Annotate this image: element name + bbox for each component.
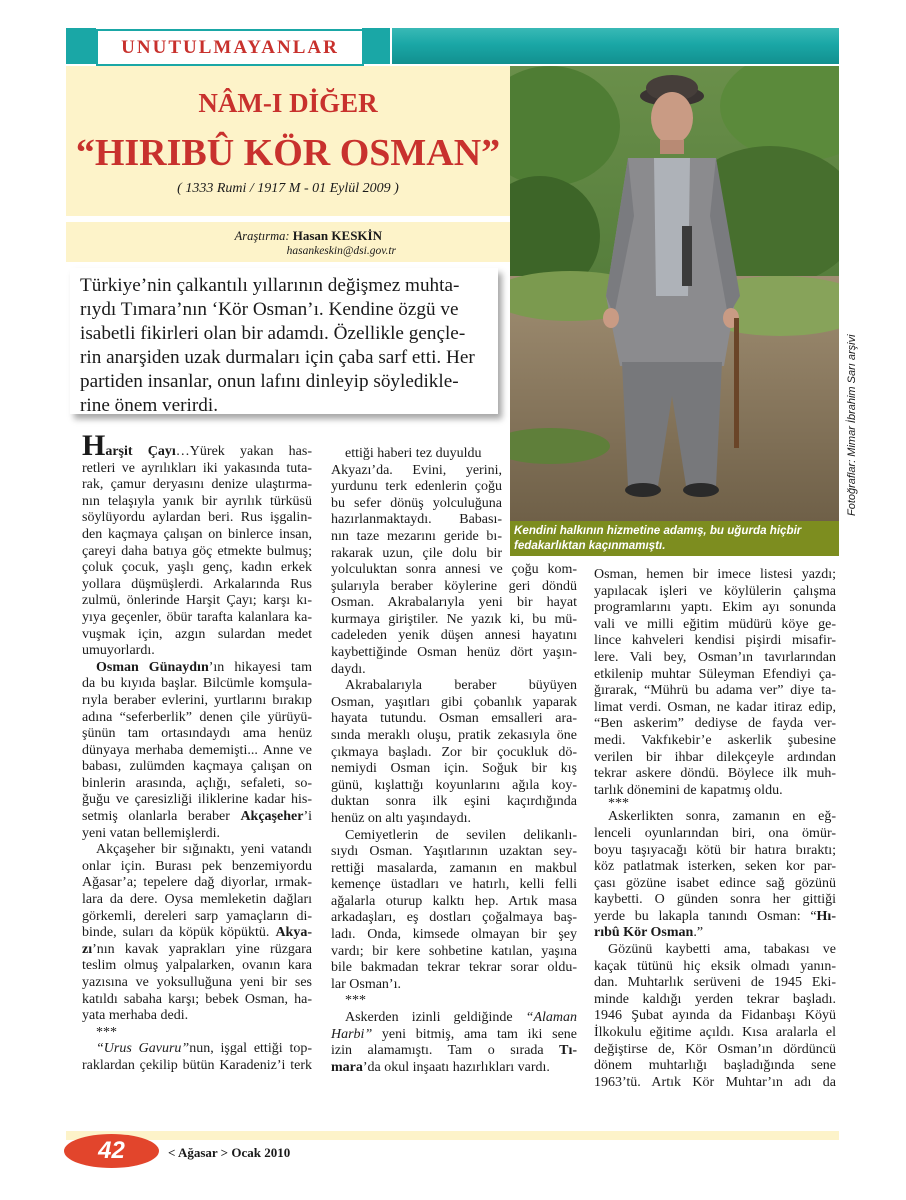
- body-line: rettiği masalarda, zamanın en makbul: [331, 860, 577, 876]
- body-line: kaçak tütünü hiç eksik olmadı yanın-: [594, 958, 836, 974]
- body-line: boyu taşıyacağı kötü bir hatıra bıraktı;: [594, 842, 836, 858]
- body-line: raklardan çekilip bütün Karadeniz’i terk: [82, 1057, 312, 1073]
- body-line: çası gözüne isabet edince sağ gözünü: [594, 875, 836, 891]
- intro-line: rıydı Tımara’nın ‘Kör Osman’ı. Kendine özgü ve: [80, 299, 459, 320]
- text: izin alamamıştı. Tam o sırada: [331, 1043, 560, 1059]
- body-line: [331, 1027, 577, 1044]
- body-line: duktan sonra ilk eşini kaçırdığında: [331, 794, 577, 810]
- body-line: rıyla beraber evlerini, yurtlarını bırakıp: [82, 692, 312, 708]
- text: yeni bitmiş, ama tam iki sene: [372, 1026, 577, 1042]
- drop-cap: H: [82, 429, 106, 462]
- body-line: yeni vatan bellemişlerdi.: [82, 825, 221, 841]
- body-line: [82, 429, 312, 462]
- body-line: rak, çamur deryasını denize ulaştırma-: [82, 477, 312, 493]
- body-line: lenceli oyunlarından biri, ona ömür-: [594, 825, 836, 841]
- body-line: daydı.: [331, 661, 366, 677]
- bold-text: arşit Çayı: [105, 444, 176, 459]
- body-line: İlkokulu eğitime açıldı. Kısa aralarla el: [594, 1025, 836, 1041]
- body-line: dünyaya merhaba dememişti... Anne ve: [82, 742, 312, 758]
- body-line: Osman, yaşıtları gibi çobanlık yaparak: [331, 694, 577, 710]
- body-line: vali ve milli eğitim müdürü köye ge-: [594, 616, 836, 632]
- body-line: kaybetti. O günden sonra her gittiği: [594, 892, 836, 908]
- body-line: den kaçmaya çalışan on binlerce insan,: [82, 526, 312, 542]
- body-line: günü, kışlattığı koyunlarını ağıla koy-: [331, 777, 577, 793]
- body-line: nın telaşıyla yanık bir ayrılık türküsü: [82, 493, 312, 509]
- body-line: yapılacak işleri ve köylülerin çalışma: [594, 583, 836, 599]
- intro-text: [80, 274, 500, 418]
- body-line: ağalarla oturup kalktı hep. Artık masa: [331, 893, 577, 909]
- body-line: [82, 942, 312, 959]
- body-line: değiştirse de, Kör Osman’ın dördüncü: [594, 1041, 836, 1057]
- body-column-3: [594, 567, 836, 1091]
- author-name: Hasan KESKİN: [292, 228, 382, 243]
- text: .”: [693, 925, 704, 941]
- body-line: bile bakmadan tekrar tekrar sorar oldu-: [331, 960, 577, 976]
- section-label-box: [96, 29, 364, 66]
- body-line: 1946 Şubat ayında da Fidanbaşı Köyü: [594, 1008, 836, 1024]
- body-line: Akçaşeher bir sığınaktı, yeni vatandı: [96, 842, 312, 858]
- body-line: babası, zulümden kaçmaya çalışan on: [82, 759, 312, 775]
- body-line: ladı. Onda, kimsede olmayan bir şey: [331, 927, 577, 943]
- intro-line: partiden insanlar, onun lafını dinleyip söyledikle-: [80, 371, 459, 392]
- body-line: rakarak uzun, çile dolu bir: [331, 545, 502, 561]
- body-line: katıldı sabaha karşı; bebek Osman, ha-: [82, 991, 312, 1007]
- body-line: umuyorlardı.: [82, 643, 155, 659]
- text: Askerden izinli geldiğinde: [345, 1010, 526, 1026]
- header-bar-left: [66, 28, 96, 64]
- text: setmiş olanlarla beraber: [82, 809, 241, 825]
- body-line: çıkmaya başladı. Zor bir çocukluk dö-: [331, 744, 577, 760]
- body-line: şularıyla beraber köylerine geri döndü: [331, 578, 577, 594]
- body-line: yollara düşmüşlerdi. Arkalarında Rus: [82, 576, 312, 592]
- body-line: çoluk çocuk, yaşlı genç, kadın erkek: [82, 560, 312, 576]
- body-line: cadeleden yenik düşen annesi hayatını: [331, 628, 577, 644]
- section-label: UNUTULMAYANLAR: [121, 36, 339, 58]
- author-line: [150, 228, 510, 244]
- body-line: teslim olmuş yalpalarken, ovanın kara: [82, 958, 312, 974]
- body-line: ğuğu ve çaresizliği iliklerine kadar his-: [82, 792, 312, 808]
- intro-line: rin anarşiden uzak durmaları için çaba sarf etti. Her: [80, 347, 475, 368]
- section-separator: ***: [608, 796, 629, 812]
- text: binde, suları da köpük köpüktü.: [82, 925, 276, 941]
- body-line: sında meraklı oluşu, pratik zekasıyla öne: [331, 727, 577, 743]
- text: …Yürek yakan has-: [175, 444, 312, 459]
- body-line: vardı; bir kere sohbetine katılan, yaşına: [331, 943, 577, 959]
- body-line: programlarını yaptı. Ekim ayı sonunda: [594, 600, 836, 616]
- text: ’da okul inşaatı hazırlıkları vardı.: [362, 1059, 550, 1075]
- body-column-2-top: [331, 446, 502, 562]
- text: ’nın kavak yaprakları yine rüzgara: [92, 941, 312, 957]
- caption-line: fedakarlıktan kaçınmamıştı.: [514, 539, 666, 552]
- body-line: yata merhaba dedi.: [82, 1008, 189, 1024]
- body-line: dan. Muhtarlık serüveni de 1945 Eki-: [594, 975, 836, 991]
- body-line: verilen bir ihbar dilekçeyle ardından: [594, 749, 836, 765]
- body-line: kurmaya giriştiler. Ne yazık ki, bu mü-: [331, 611, 577, 627]
- footer-band: [66, 1131, 839, 1140]
- body-line: adına “seferberlik” denen çile yürüyü-: [82, 709, 312, 725]
- body-line: yazısına ve yoksulluğuna yeni bir ses: [82, 975, 312, 990]
- magazine-issue: < Ağasar > Ocak 2010: [168, 1145, 291, 1160]
- article-title: “HIRIBÛ KÖR OSMAN”: [75, 132, 501, 174]
- body-line: [331, 1060, 577, 1077]
- body-line: arkadaşları, eş dostları çoğalmaya baş-: [331, 910, 577, 926]
- body-line: Akrabalarıyla beraber büyüyen: [345, 678, 577, 694]
- body-column-2: [331, 562, 577, 1076]
- caption-line: Kendini halkının hizmetine adamış, bu uğurda hiçbir: [514, 524, 802, 537]
- text: ’i: [303, 809, 312, 825]
- body-line: retleri ve ayrılıkları iki yakasında tuta-: [82, 460, 312, 476]
- body-line: köz patlatmak isterken, seken kor par-: [594, 859, 836, 875]
- intro-line: isabetli fikirleri olan bir adamdı. Özellikle gençle-: [80, 323, 466, 344]
- body-line: kemençe üstadları ve hatırlı, kelli felli: [331, 877, 577, 893]
- body-line: vuşmak için, azgın sulardan medet: [82, 626, 312, 642]
- body-line: Cemiyetlerin de sevilen delikanlı-: [345, 827, 577, 843]
- body-line: [331, 1010, 577, 1027]
- body-line: limat verdi. Osman, ne kadar itiraz edip,: [594, 699, 836, 715]
- page-number-badge: [64, 1134, 159, 1168]
- body-line: Ağasar’a; tepelere dağ diyorlar, ırmak-: [82, 875, 312, 891]
- body-line: lince kahveleri kendisi pişirdi misafir-: [594, 633, 836, 649]
- intro-line: Türkiye’nin çalkantılı yıllarının değişmez muhta-: [80, 275, 460, 296]
- section-separator: ***: [96, 1024, 117, 1040]
- article-kicker: NÂM-I DİĞER: [198, 88, 378, 118]
- body-line: [594, 909, 836, 926]
- body-line: bu sefer dönüş yolculuğuna: [331, 495, 502, 511]
- body-line: [331, 1043, 577, 1060]
- bold-text: Akya-: [275, 925, 312, 941]
- body-line: nemiydi Osman için. Soğuk bir kış: [331, 761, 577, 777]
- body-line: etkilenip muhtar Süleyman Efendiyi ça-: [594, 666, 836, 682]
- bold-text: Hı-: [816, 908, 836, 924]
- body-line: kaybettiğinde Osman henüz dört yaşın-: [331, 644, 577, 660]
- text: yerde bu lakapla tanındı Osman: “: [594, 908, 817, 924]
- body-line: görkemli, dereleri sarp yamaçların di-: [82, 908, 312, 924]
- body-line: lere. Vali bey, Osman’ın tavırlarından: [594, 649, 836, 665]
- portrait-photo: [510, 66, 839, 521]
- body-line: Gözünü kaybetti ama, tabakası ve: [608, 942, 836, 958]
- photo-credit: [846, 300, 860, 520]
- body-line: lara da dere. Oysa memleketin dağları: [82, 892, 312, 908]
- body-line: yıya geçenler, öbür tarafta kalanlara ka-: [82, 609, 312, 625]
- body-line: ğırarak, “Mührü bu adama ver” diye ta-: [594, 683, 836, 699]
- body-line: zulmü, önlerinde Harşit Çayı; karşı kı-: [82, 593, 312, 609]
- body-line: [82, 1041, 312, 1058]
- body-line: “Ben askerim” dediyse de fayda ver-: [594, 716, 836, 732]
- body-line: dönem muhtarlığı başladığında sene: [594, 1058, 836, 1074]
- portrait-illustration: [510, 66, 839, 521]
- body-line: [594, 925, 836, 942]
- body-line: henüz on altı yaşındaydı.: [331, 810, 471, 826]
- header-bar-right: [392, 28, 839, 64]
- text: ’ın hikayesi tam: [208, 659, 313, 675]
- italic-text: Harbi”: [331, 1026, 373, 1042]
- text: nun, işgal ettiği top-: [189, 1041, 312, 1057]
- body-line: minde kaldığı yerden tekrar başladı.: [594, 991, 836, 1007]
- bold-text: Akçaşeher: [240, 809, 304, 825]
- body-line: medi. Vakfıkebir’e askerlik şubesine: [594, 732, 836, 748]
- bold-text: rıbû Kör Osman: [594, 925, 694, 941]
- photo-credit-text: Fotoğraflar: Mimar İbrahim Sarı arşivi: [846, 334, 858, 516]
- body-line: yolculuktan sonra annesi ve çoğu kom-: [331, 562, 577, 577]
- body-line: 1963’tü. Artık Kör Muhtar’ın adı da: [594, 1074, 836, 1090]
- body-line: hazırlanmaktaydı. Babası-: [331, 512, 502, 528]
- body-line: Akyazı’da. Evini, yerini,: [331, 462, 502, 478]
- body-line: Osman. Akrabalarıyla yeni bir hayat: [331, 595, 577, 611]
- body-line: nın taze mezarını geride bı-: [331, 528, 502, 544]
- author-label: Araştırma:: [234, 229, 290, 243]
- body-line: yurdunu terk edenlerin çoğu: [331, 479, 502, 495]
- body-column-1: [82, 429, 313, 1075]
- bold-text: Tı-: [559, 1043, 577, 1059]
- body-line: ettiği haberi tez duyuldu: [345, 446, 482, 461]
- body-line: söylüyordu aylardan beri. Rus işgalin-: [82, 510, 312, 526]
- bold-text: Osman Günaydın: [96, 659, 209, 675]
- section-separator: ***: [345, 993, 366, 1009]
- author-email: hasankeskin@dsi.gov.tr: [286, 245, 396, 257]
- body-line: [82, 925, 312, 942]
- body-line: [82, 660, 312, 677]
- body-line: Askerlikten sonra, zamanın en eğ-: [608, 809, 836, 825]
- article-dates: ( 1333 Rumi / 1917 M - 01 Eylül 2009 ): [177, 181, 399, 196]
- body-line: binlerin arasında, açlığı, sefaleti, so-: [82, 775, 312, 791]
- body-line: da bu kıyıda başlar. Bilcümle komşula-: [82, 676, 312, 692]
- intro-line: rine önem verirdi.: [80, 395, 218, 416]
- body-line: hayata tutundu. Osman emsalleri ara-: [331, 711, 577, 727]
- body-line: çareyi daha batıya göç etmekte bulmuş;: [82, 543, 312, 559]
- italic-text: “Urus Gavuru”: [96, 1041, 190, 1057]
- italic-text: “Alaman: [525, 1010, 577, 1026]
- bold-text: mara: [331, 1059, 363, 1075]
- body-line: Osman, hemen bir imece listesi yazdı;: [594, 567, 836, 582]
- body-line: [82, 809, 312, 826]
- bold-text: zı: [82, 941, 93, 957]
- photo-caption: [514, 523, 838, 553]
- page-number: 42: [98, 1137, 125, 1164]
- body-line: lar Osman’ı.: [331, 976, 401, 992]
- body-line: sıydı Osman. Yaşıtlarının uzaktan sey-: [331, 844, 577, 860]
- body-line: şünün tam ortasındaydı ama henüz: [82, 726, 312, 742]
- body-line: onlar için. Burası pek benzemiyordu: [82, 858, 312, 874]
- body-line: tekrar askere döndü. Böylece ilk muh-: [594, 766, 836, 782]
- body-line: tarlık dönemini de kapatmış oldu.: [594, 782, 783, 798]
- header-bar-mid: [362, 28, 390, 64]
